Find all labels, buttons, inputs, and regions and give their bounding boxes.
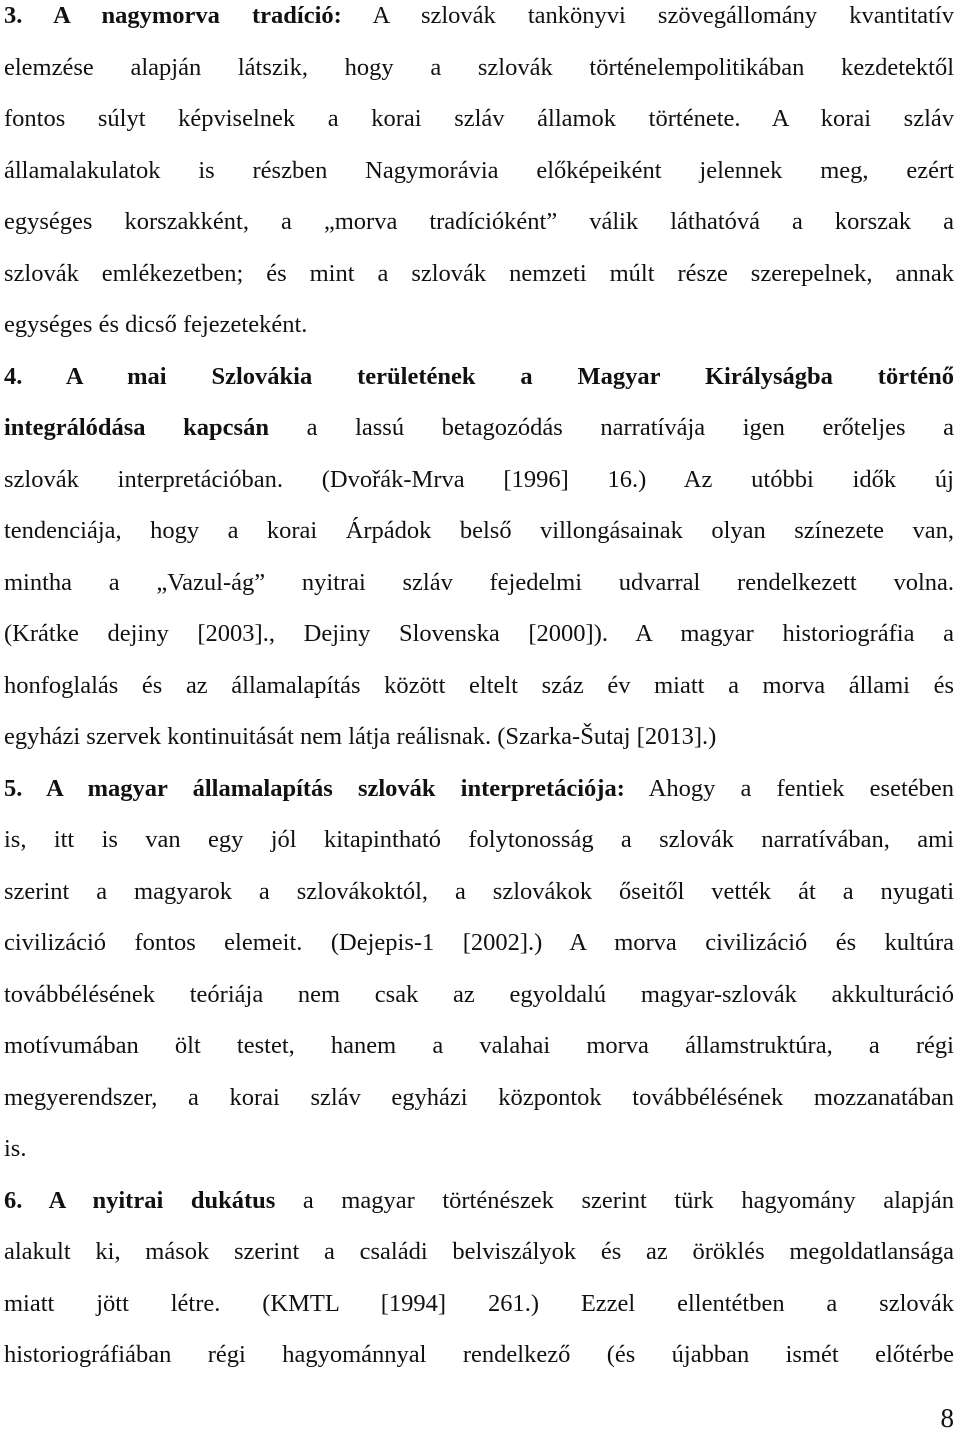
text-line bbox=[4, 402, 954, 454]
body-text-segment: elemzése alapján látszik, hogy a szlovák történelempolitikában kezdetektől bbox=[4, 53, 954, 81]
text-line bbox=[4, 1123, 954, 1175]
body-text-segment: Ahogy a fentiek esetében bbox=[624, 774, 954, 802]
text-line bbox=[4, 196, 954, 248]
body-text-segment: a lassú betagozódás narratívája igen erőteljes a bbox=[268, 414, 955, 441]
text-line bbox=[4, 505, 954, 557]
body-text-segment: a magyar történészek szerint türk hagyomány alapján bbox=[275, 1186, 954, 1214]
text-line bbox=[4, 93, 954, 145]
body-text-segment: tendenciája, hogy a korai Árpádok belső villongásainak olyan színezete van, bbox=[4, 517, 954, 544]
text-line bbox=[4, 42, 954, 94]
text-line bbox=[4, 248, 954, 300]
body-text-segment: szerint a magyarok a szlovákoktól, a szlovákok őseitől vették át a nyugati bbox=[4, 877, 954, 905]
text-line bbox=[4, 866, 954, 918]
body-text-segment: miatt jött létre. (KMTL [1994] 261.) Ezzel ellentétben a szlovák bbox=[4, 1289, 954, 1317]
body-text-segment: historiográfiában régi hagyománnyal rendelkező (és újabban ismét előtérbe bbox=[4, 1341, 954, 1368]
paragraph bbox=[4, 1175, 954, 1381]
body-text-segment: egyházi szervek kontinuitását nem látja reálisnak. (Szarka-Šutaj [2013].) bbox=[4, 723, 717, 750]
paragraph bbox=[4, 0, 954, 351]
text-line bbox=[4, 814, 954, 866]
text-line bbox=[4, 145, 954, 197]
body-text-segment: (Krátke dejiny [2003]., Dejiny Slovenska [2000]). A magyar historiográfia a bbox=[4, 620, 954, 647]
body-text-segment: szlovák emlékezetben; és mint a szlovák nemzeti múlt része szerepelnek, annak bbox=[4, 259, 954, 287]
text-line bbox=[4, 969, 954, 1021]
text-line bbox=[4, 351, 954, 403]
text-line bbox=[4, 917, 954, 969]
bold-heading-text: 3. A nagymorva tradíció: bbox=[4, 2, 342, 29]
body-text-segment: egységes és dicső fejezeteként. bbox=[4, 311, 308, 338]
text-line bbox=[4, 299, 954, 351]
body-text-segment: honfoglalás és az államalapítás között eltelt száz év miatt a morva állami és bbox=[4, 671, 954, 699]
body-text-segment: civilizáció fontos elemeit. (Dejepis-1 [2002].) A morva civilizáció és kultúra bbox=[4, 929, 954, 956]
text-line bbox=[4, 711, 954, 763]
bold-heading-text: integrálódása kapcsán bbox=[4, 414, 269, 441]
bold-heading-text: 5. A magyar államalapítás szlovák interpretációja: bbox=[4, 774, 625, 802]
text-line bbox=[4, 608, 954, 660]
body-text-segment: mintha a „Vazul-ág” nyitrai szláv fejedelmi udvarral rendelkezett volna. bbox=[4, 568, 954, 596]
body-text-segment: is. bbox=[4, 1135, 27, 1162]
body-text-segment: egységes korszakként, a „morva tradícióként” válik láthatóvá a korszak a bbox=[4, 208, 954, 235]
page-number: 8 bbox=[940, 1403, 954, 1433]
text-line bbox=[4, 1175, 954, 1227]
paragraph bbox=[4, 763, 954, 1175]
text-line bbox=[4, 660, 954, 712]
text-line bbox=[4, 1329, 954, 1381]
text-line bbox=[4, 763, 954, 815]
text-line bbox=[4, 454, 954, 506]
paragraph bbox=[4, 351, 954, 763]
body-text-segment: továbbélésének teóriája nem csak az egyoldalú magyar-szlovák akkulturáció bbox=[4, 980, 954, 1008]
text-line bbox=[4, 1072, 954, 1124]
body-text-segment: motívumában ölt testet, hanem a valahai morva államstruktúra, a régi bbox=[4, 1032, 954, 1059]
body-text-segment: alakult ki, mások szerint a családi belviszályok és az öröklés megoldatlansága bbox=[4, 1238, 954, 1265]
text-line bbox=[4, 0, 954, 42]
body-text-segment: államalakulatok is részben Nagymorávia előképeiként jelennek meg, ezért bbox=[4, 156, 954, 184]
body-text bbox=[4, 0, 954, 1381]
text-line bbox=[4, 1020, 954, 1072]
bold-heading-text: 4. A mai Szlovákia területének a Magyar Királyságba történő bbox=[4, 362, 954, 390]
text-line bbox=[4, 1226, 954, 1278]
bold-heading-text: 6. A nyitrai dukátus bbox=[4, 1186, 276, 1214]
body-text-segment: is, itt is van egy jól kitapintható folytonosság a szlovák narratívában, ami bbox=[4, 826, 954, 853]
body-text-segment: fontos súlyt képviselnek a korai szláv államok története. A korai szláv bbox=[4, 105, 954, 132]
body-text-segment: szlovák interpretációban. (Dvořák-Mrva [1996] 16.) Az utóbbi idők új bbox=[4, 465, 954, 493]
body-text-segment: A szlovák tankönyvi szövegállomány kvantitatív bbox=[341, 2, 954, 29]
text-line bbox=[4, 1278, 954, 1330]
body-text-segment: megyerendszer, a korai szláv egyházi központok továbbélésének mozzanatában bbox=[4, 1083, 954, 1111]
text-line bbox=[4, 557, 954, 609]
